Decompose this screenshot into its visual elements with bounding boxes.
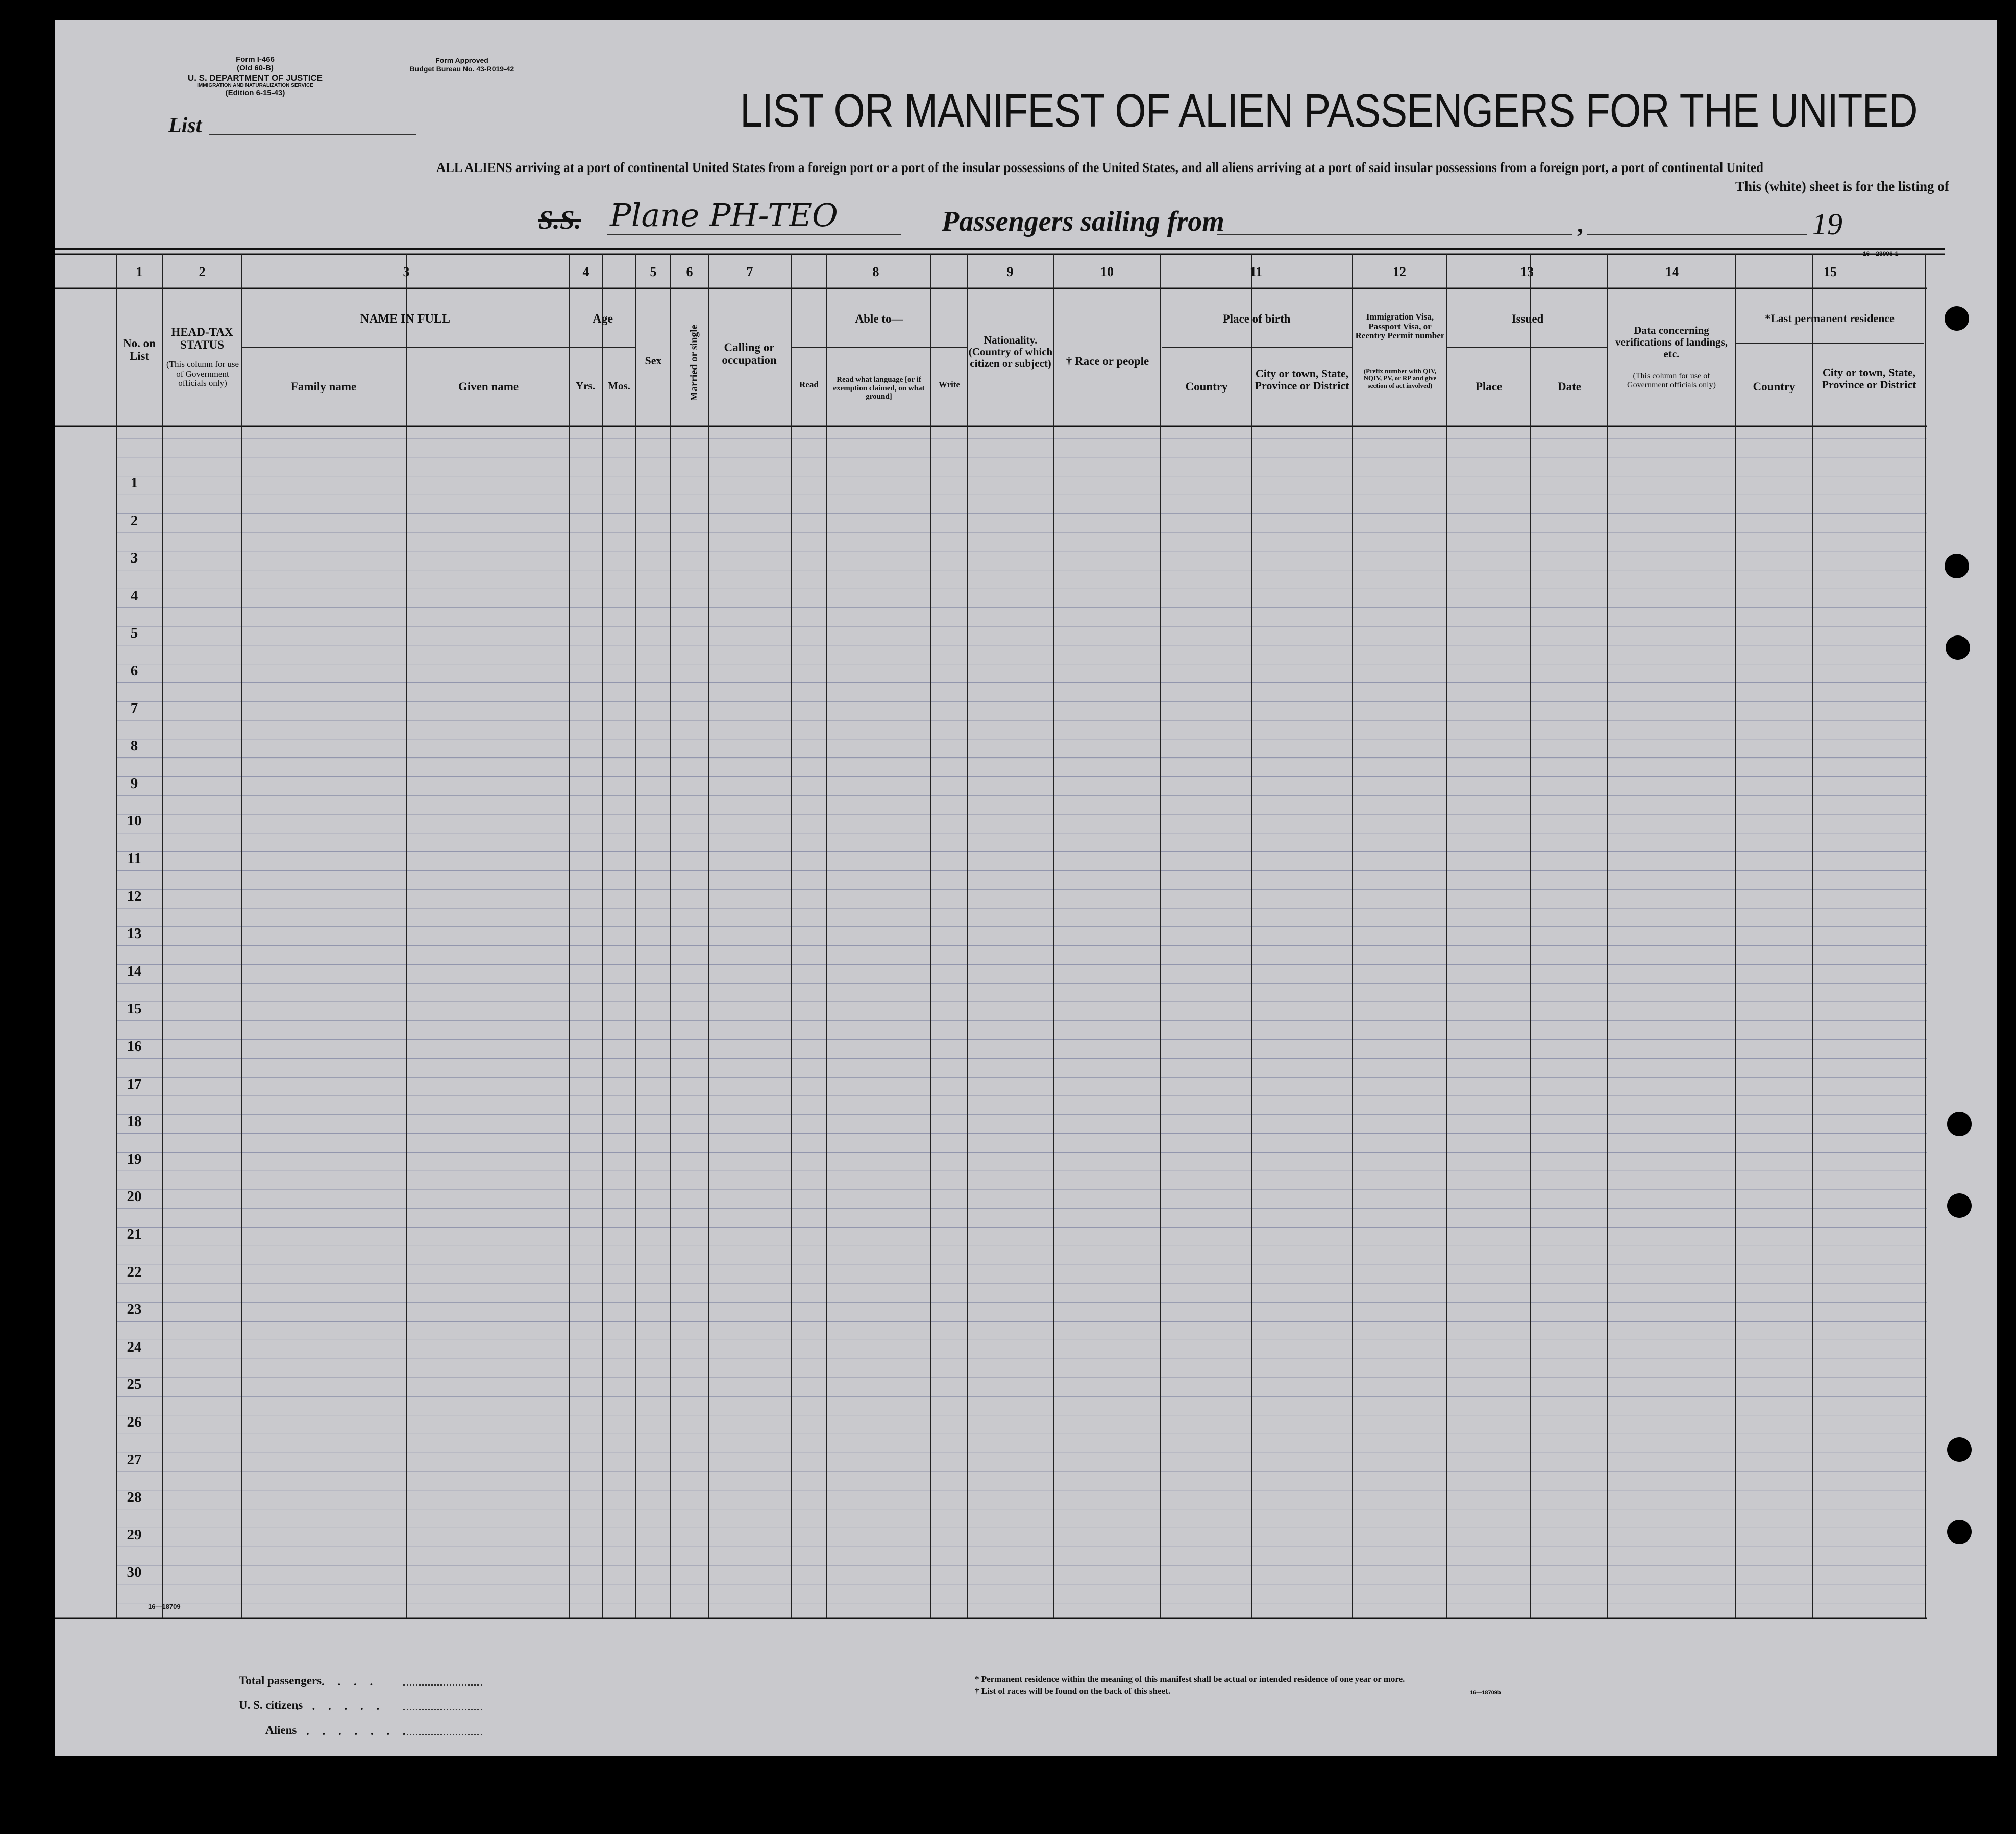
header-residence-country: Country xyxy=(1753,380,1796,393)
row-number-30: 30 xyxy=(127,1564,142,1581)
sailing-from-label: Passengers sailing from xyxy=(942,206,1224,237)
header-given-name: Given name xyxy=(458,380,519,393)
binder-hole xyxy=(1945,554,1969,578)
row-number-10: 10 xyxy=(127,813,142,829)
row-number-14: 14 xyxy=(127,963,142,980)
header-birth-country: Country xyxy=(1185,380,1228,393)
column-number-12: 12 xyxy=(1393,264,1406,279)
corner-code: 16—23996-1 xyxy=(1863,250,1899,257)
row-number-12: 12 xyxy=(127,888,142,904)
total-passengers-field[interactable] xyxy=(403,1684,482,1686)
form-number: Form I-466 xyxy=(236,55,275,64)
column-number-15: 15 xyxy=(1824,264,1837,279)
header-head-tax: HEAD-TAX STATUS xyxy=(171,326,233,352)
header-married-or-single: Married or single xyxy=(689,325,700,401)
column-number-13: 13 xyxy=(1520,264,1534,279)
header-no-on-list: No. on List xyxy=(123,337,156,363)
aliens-field[interactable] xyxy=(403,1734,482,1735)
service: IMMIGRATION AND NATURALIZATION SERVICE xyxy=(197,83,313,89)
sailing-from-field[interactable] xyxy=(1217,234,1572,235)
list-number-field[interactable] xyxy=(209,134,416,135)
header-landing-note: (This column for use of Government officials only) xyxy=(1627,372,1716,389)
header-name-in-full: NAME IN FULL xyxy=(360,312,450,326)
row-number-26: 26 xyxy=(127,1414,142,1430)
row-number-6: 6 xyxy=(130,663,138,679)
header-mos: Mos. xyxy=(608,380,630,392)
footer-code: 16—18709b xyxy=(1470,1690,1501,1696)
row-number-8: 8 xyxy=(130,738,138,754)
header-birth-city: City or town, State, Province or District xyxy=(1255,367,1349,393)
header-visa-note: (Prefix number with QIV, NQIV, PV, or RP and give section of act involved) xyxy=(1363,367,1437,389)
ss-label: S.S. xyxy=(538,206,581,235)
binder-hole xyxy=(1947,1520,1972,1544)
year-prefix: 19 xyxy=(1812,207,1842,241)
row-number-23: 23 xyxy=(127,1301,142,1318)
header-age: Age xyxy=(593,312,613,326)
subtitle-line-2: This (white) sheet is for the listing of xyxy=(1735,179,1949,194)
header-yrs: Yrs. xyxy=(576,380,595,392)
row-number-28: 28 xyxy=(127,1489,142,1506)
form-code: 16—18709 xyxy=(148,1603,181,1610)
vessel-name-line xyxy=(607,234,901,235)
row-number-5: 5 xyxy=(130,625,138,642)
row-number-16: 16 xyxy=(127,1038,142,1055)
row-number-27: 27 xyxy=(127,1451,142,1468)
row-number-17: 17 xyxy=(127,1075,142,1092)
header-race: † Race or people xyxy=(1066,355,1149,368)
column-number-9: 9 xyxy=(1006,264,1014,279)
header-family-name: Family name xyxy=(290,380,357,393)
column-number-14: 14 xyxy=(1665,264,1679,279)
binder-hole xyxy=(1946,635,1970,660)
us-citizens-field[interactable] xyxy=(403,1709,482,1710)
row-number-20: 20 xyxy=(127,1188,142,1205)
dots-2: . . . . . . xyxy=(296,1700,385,1713)
row-number-9: 9 xyxy=(130,775,138,792)
header-place-of-birth: Place of birth xyxy=(1222,312,1291,325)
header-able-to: Able to— xyxy=(855,312,903,325)
row-number-2: 2 xyxy=(130,512,138,529)
subtitle-line-1: ALL ALIENS arriving at a port of continental United States from a foreign port or a port of the insular possessions of the United States, and all aliens arriving at a port of said insular possessions from a foreign port, a port of continental United xyxy=(436,160,1763,175)
row-number-18: 18 xyxy=(127,1113,142,1130)
comma-1: , xyxy=(1577,211,1583,238)
us-citizens-label: U. S. citizens xyxy=(239,1699,303,1711)
binder-hole xyxy=(1947,1193,1972,1218)
dots-3: . . . . . . . xyxy=(306,1725,411,1738)
form-info-block xyxy=(153,55,357,97)
header-read-language: Read what language [or if exemption claimed, on what ground] xyxy=(833,376,925,401)
row-number-3: 3 xyxy=(130,550,138,567)
column-number-5: 5 xyxy=(650,264,657,279)
aliens-label: Aliens xyxy=(265,1724,297,1737)
form-old: (Old 60-B) xyxy=(237,64,274,73)
row-number-13: 13 xyxy=(127,925,142,942)
list-label: List xyxy=(168,114,202,137)
header-issued: Issued xyxy=(1511,312,1544,325)
header-read: Read xyxy=(799,380,819,389)
edition: (Edition 6-15-43) xyxy=(225,88,285,97)
vessel-name-handwritten[interactable]: Plane PH-TEO xyxy=(610,197,838,234)
row-number-25: 25 xyxy=(127,1376,142,1393)
header-calling: Calling or occupation xyxy=(722,341,777,367)
binder-hole xyxy=(1945,306,1969,331)
row-number-21: 21 xyxy=(127,1226,142,1242)
department: U. S. DEPARTMENT OF JUSTICE xyxy=(187,72,323,83)
column-number-4: 4 xyxy=(582,264,589,279)
header-issued-place: Place xyxy=(1475,380,1503,393)
header-last-residence: *Last permanent residence xyxy=(1765,312,1895,325)
column-number-2: 2 xyxy=(199,264,206,279)
header-visa: Immigration Visa, Passport Visa, or Reentry Permit number xyxy=(1355,312,1445,341)
column-number-8: 8 xyxy=(872,264,879,279)
page-title: LIST OR MANIFEST OF ALIEN PASSENGERS FOR THE UNITED xyxy=(740,85,1917,137)
row-number-4: 4 xyxy=(130,587,138,604)
header-write: Write xyxy=(938,380,961,389)
budget-bureau: Budget Bureau No. 43-R019-42 xyxy=(409,64,514,73)
column-number-6: 6 xyxy=(686,264,693,279)
dots-1: . . . . xyxy=(322,1675,378,1688)
form-approved: Form Approved xyxy=(435,56,488,64)
approval-block xyxy=(383,56,541,74)
row-number-19: 19 xyxy=(127,1151,142,1167)
header-sex: Sex xyxy=(645,354,662,367)
header-issued-date: Date xyxy=(1558,380,1581,393)
header-landing-data: Data concerning verifications of landings, etc. xyxy=(1615,324,1728,360)
row-number-15: 15 xyxy=(127,1000,142,1017)
binder-hole xyxy=(1947,1437,1972,1462)
row-number-11: 11 xyxy=(127,850,141,867)
column-number-10: 10 xyxy=(1100,264,1114,279)
header-head-tax-note: (This column for use of Government officials only) xyxy=(166,359,239,388)
column-number-3: 3 xyxy=(403,264,410,279)
note-permanent-residence: * Permanent residence within the meaning of this manifest shall be actual or intended residence of one year or more. xyxy=(975,1674,1405,1684)
column-number-7: 7 xyxy=(746,264,753,279)
row-number-24: 24 xyxy=(127,1338,142,1355)
note-races: † List of races will be found on the back of this sheet. xyxy=(975,1686,1170,1696)
sailing-date-field[interactable] xyxy=(1587,234,1807,235)
header-nationality: Nationality. (Country of which citizen or subject) xyxy=(968,334,1053,370)
total-passengers-label: Total passengers xyxy=(239,1674,322,1687)
column-number-11: 11 xyxy=(1249,264,1263,279)
row-number-29: 29 xyxy=(127,1526,142,1543)
binder-hole xyxy=(1947,1112,1972,1136)
row-number-7: 7 xyxy=(130,700,138,717)
column-number-1: 1 xyxy=(136,264,143,279)
row-number-1: 1 xyxy=(130,475,138,491)
row-number-22: 22 xyxy=(127,1263,142,1280)
header-residence-city: City or town, State, Province or District xyxy=(1822,366,1916,392)
